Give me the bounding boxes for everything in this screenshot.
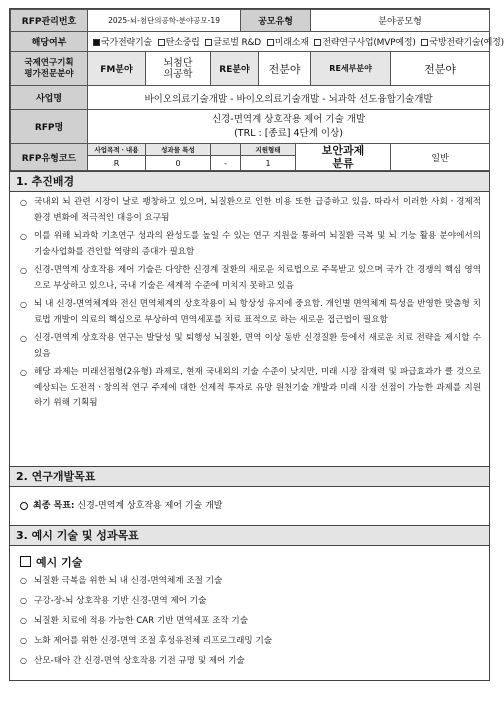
section-1-body bbox=[10, 192, 489, 466]
re-label: RE분야 bbox=[211, 52, 259, 86]
section-3-body bbox=[10, 546, 489, 680]
rfp-no-label: RFP관리번호 bbox=[11, 10, 88, 32]
std-field-label: 국제연구기획 평가전문분야 bbox=[11, 52, 88, 86]
list-item: ○ 뇌질환 극복을 위한 뇌 내 신경-면역체계 조절 기술 bbox=[20, 574, 481, 588]
rfp-header-table bbox=[10, 9, 504, 171]
goal-label: 최종 목표: bbox=[33, 501, 75, 511]
type-code-label: RFP유형코드 bbox=[11, 144, 88, 171]
list-item: ○ 뇌질환 치료에 적용 가능한 CAR 기반 면역세포 조작 기술 bbox=[20, 614, 481, 628]
bullet-dot-icon bbox=[20, 502, 28, 510]
checkbox-defense-strategic[interactable] bbox=[421, 39, 428, 46]
fm-value: 뇌첨단 의공학 bbox=[146, 52, 211, 86]
checkbox-label: 글로벌 R&D bbox=[213, 38, 262, 48]
code-col-purpose: 사업목적ㆍ내용 bbox=[88, 144, 146, 156]
checkbox-strategic-research[interactable] bbox=[314, 39, 321, 46]
checkbox-global-rnd[interactable] bbox=[205, 39, 212, 46]
section-2-goal bbox=[10, 487, 489, 525]
section-2-title: 2. 연구개발목표 bbox=[10, 466, 489, 487]
code-val-purpose: R bbox=[88, 156, 146, 171]
checkbox-label: 미래소재 bbox=[274, 38, 309, 48]
applicable-label: 해당여부 bbox=[11, 32, 88, 52]
list-item: ○ 국내외 뇌 관련 시장이 날로 팽창하고 있으며, 뇌질환으로 인한 비용 또한 급증하고 있음. 따라서 이러한 사회ㆍ경제적 환경 변화에 적극적인 대응이 요구됨 bbox=[20, 195, 481, 226]
re-detail-label: RE세부분야 bbox=[311, 52, 391, 86]
fm-label: FM분야 bbox=[88, 52, 146, 86]
checkbox-label: 국방전략기술(예정) bbox=[429, 38, 504, 48]
code-col-blank bbox=[211, 144, 241, 156]
list-item: ○ 구강-장-뇌 상호작용 기반 신경-면역 제어 기술 bbox=[20, 594, 481, 608]
list-item: ○ 해당 과제는 미래선점형(2유형) 과제로, 현재 국내외의 기술 수준이 낮지만, 미래 시장 잠재력 및 파급효과가 클 것으로 예상되는 도전적ㆍ창의적 연구 주제에 대한 선제적 투자로 유망 원천기술 개발과 미래 시장 선점이 가능한 과제를 지원하기 위해 기획됨 bbox=[20, 365, 481, 412]
security-value: 일반 bbox=[391, 144, 490, 171]
project-value: 바이오의료기술개발 - 바이오의료기술개발 - 뇌과학 선도융합기술개발 bbox=[88, 86, 490, 110]
section-3-title: 3. 예시 기술 및 성과목표 bbox=[10, 525, 489, 546]
rfp-no-value: 2025-뇌-첨단의공학-분야공모-19 bbox=[88, 10, 241, 32]
rfp-document bbox=[9, 8, 504, 681]
list-item: ○ 신경-면역계 상호작용 연구는 발달성 및 퇴행성 뇌질환, 면역 이상 동반 신경질환 등에서 새로운 치료 전략을 제시할 수 있음 bbox=[20, 331, 481, 362]
square-icon bbox=[20, 556, 31, 567]
re-detail-value: 전분야 bbox=[391, 52, 490, 86]
rfp-name-label: RFP명 bbox=[11, 110, 88, 144]
section-1-title: 1. 추진배경 bbox=[10, 171, 489, 192]
goal-text: 신경-면역계 상호작용 제어 기술 개발 bbox=[77, 501, 223, 511]
list-item: ○ 뇌 내 신경-면역체계와 전신 면역체계의 상호작용이 뇌 항상성 유지에 중요함. 개인별 면역체계 특성을 반영한 맞춤형 치료법 개발이 의료의 핵심으로 부상하여 면역세포를 치료 표적으로 하는 새로운 접근법이 필요함 bbox=[20, 297, 481, 328]
rfp-name-line2: (TRL : [종료] 4단계 이상) bbox=[234, 127, 343, 139]
checkbox-carbon-neutral[interactable] bbox=[158, 39, 165, 46]
checkbox-label: 전략연구사업(MVP예정) bbox=[322, 38, 416, 48]
checkbox-label: 국가전략기술 bbox=[101, 38, 152, 48]
checkbox-future-materials[interactable] bbox=[267, 39, 274, 46]
type-label: 공모유형 bbox=[241, 10, 311, 32]
list-item: ○ 산모-태아 간 신경-면역 상호작용 기전 규명 및 제어 기술 bbox=[20, 654, 481, 668]
rfp-name-value bbox=[88, 110, 490, 144]
code-val-support: 1 bbox=[241, 156, 296, 171]
code-val-dash: - bbox=[211, 156, 241, 171]
code-col-output: 성과물 특성 bbox=[146, 144, 211, 156]
list-item: ○ 이를 위해 뇌과학 기초연구 성과의 완성도를 높일 수 있는 연구 지원을 통하여 뇌질환 극복 및 뇌 기능 활용 분야에서의 기술사업화를 견인할 역량의 증대가 필요함 bbox=[20, 229, 481, 260]
example-tech-heading bbox=[20, 554, 481, 570]
code-val-output: 0 bbox=[146, 156, 211, 171]
code-col-support: 지원형태 bbox=[241, 144, 296, 156]
checkbox-label: 탄소중립 bbox=[165, 38, 200, 48]
rfp-name-line1: 신경-면역계 상호작용 제어 기술 개발 bbox=[211, 113, 366, 125]
example-tech-label: 예시 기술 bbox=[36, 556, 83, 569]
security-label: 보안과제 분류 bbox=[296, 144, 391, 171]
type-value: 분야공모형 bbox=[311, 10, 490, 32]
project-label: 사업명 bbox=[11, 86, 88, 110]
list-item: ○ 신경-면역계 상호작용 제어 기술은 다양한 신경계 질환의 새로운 치료법으로 주목받고 있으며 국가 간 경쟁의 핵심 영역으로 부상하고 있으나, 국내 기술은 세계적 수준에 미치지 못하고 있음 bbox=[20, 263, 481, 294]
checkbox-national-strategic[interactable] bbox=[93, 39, 100, 46]
applicable-checkboxes bbox=[88, 32, 504, 52]
list-item: ○ 노화 제어를 위한 신경-면역 조절 후성유전체 리프로그래밍 기술 bbox=[20, 634, 481, 648]
re-value: 전분야 bbox=[259, 52, 311, 86]
